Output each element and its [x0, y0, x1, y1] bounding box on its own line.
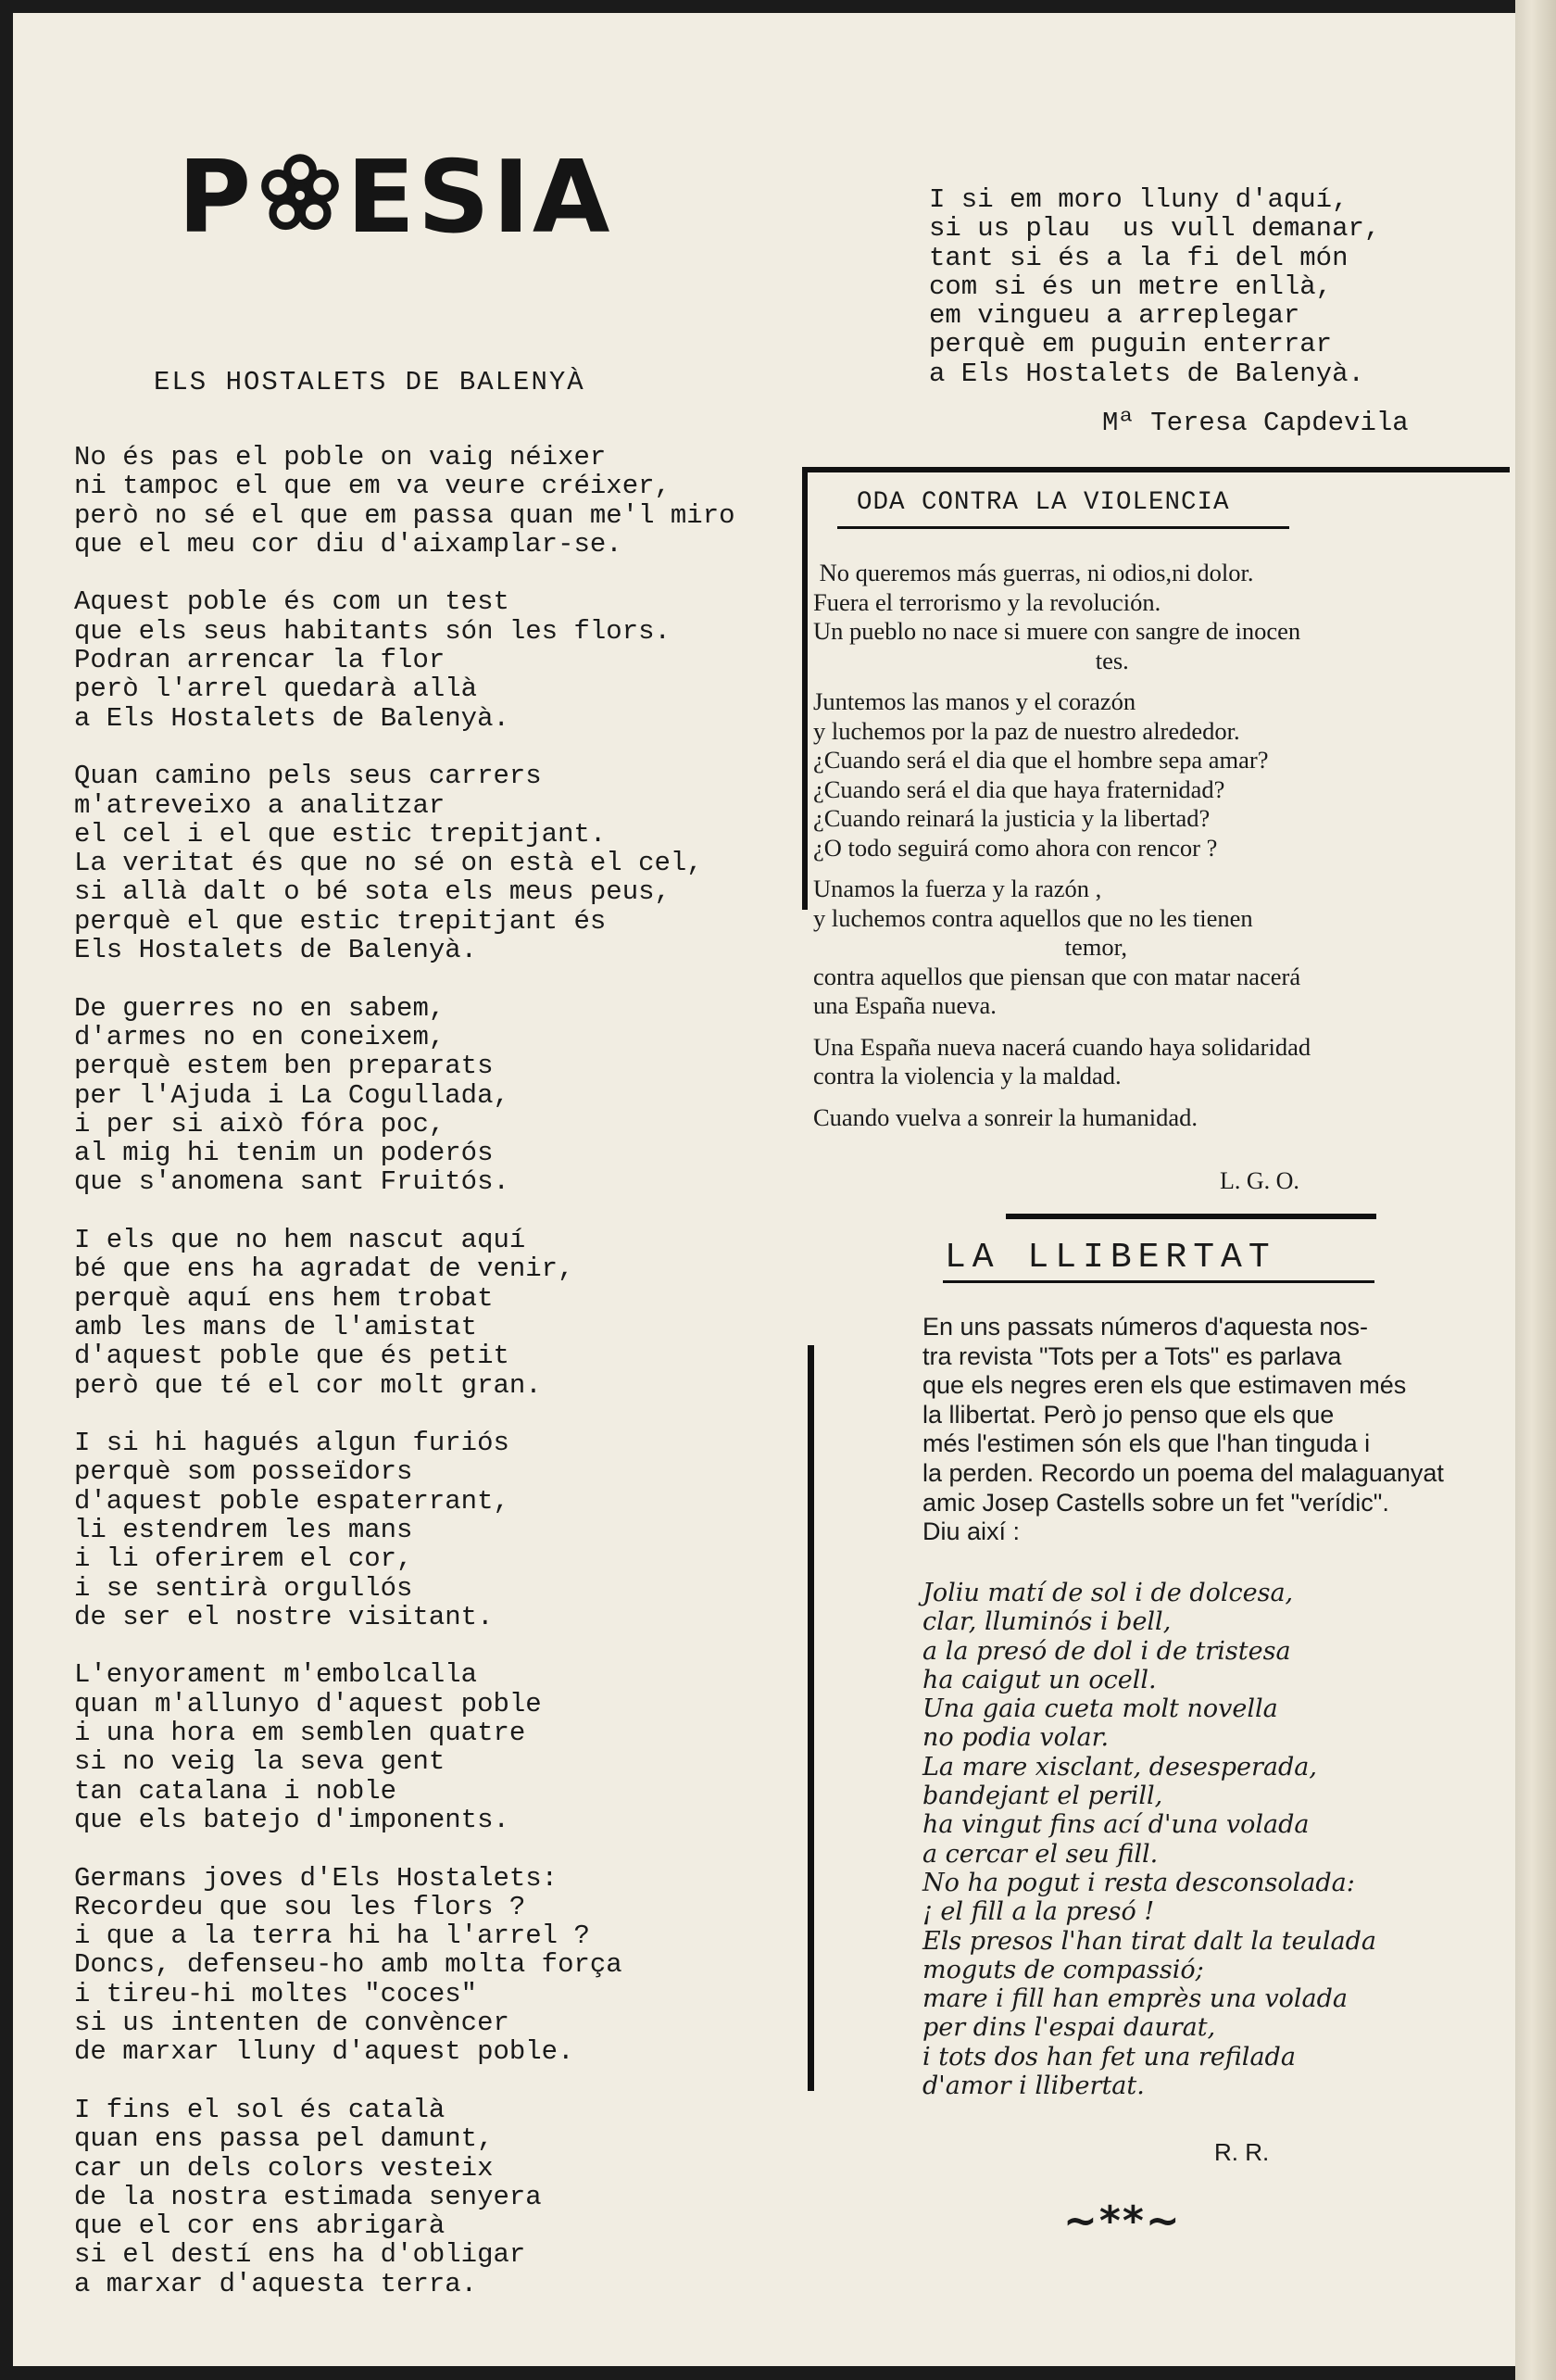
poem-line: i tireu-hi moltes "coces" — [74, 1978, 478, 2009]
poem-line: I si hi hagués algun furiós — [74, 1428, 509, 1459]
hostalets-poem-continuation — [929, 185, 1380, 388]
oda-line: No queremos más guerras, ni odios,ni dolor. — [813, 559, 1254, 586]
poem-line: d'aquest poble espaterrant, — [74, 1485, 509, 1517]
poem-line: ¡ el fill a la presó ! — [922, 1897, 1155, 1927]
intro-line: amic Josep Castells sobre un fet "verídic". — [922, 1488, 1389, 1517]
poem-line: a cercar el seu fill. — [922, 1839, 1159, 1869]
oda-stanza — [813, 1033, 1503, 1091]
poem-line: li estendrem les mans — [74, 1514, 413, 1545]
poem-line: però l'arrel quedarà allà — [74, 674, 478, 705]
poem-line: de ser el nostre visitant. — [74, 1601, 494, 1632]
poem-line: al mig hi tenim un poderós — [74, 1138, 494, 1169]
page-edge — [1515, 0, 1556, 2380]
poem-line: que s'anomena sant Fruitós. — [74, 1166, 509, 1198]
poem-line: si no veig la seva gent — [74, 1746, 445, 1778]
poem-line: car un dels colors vesteix — [74, 2152, 494, 2184]
poem-line: i per si això fóra poc, — [74, 1108, 445, 1140]
poem-line: Podran arrencar la flor — [74, 645, 445, 676]
poem-line: em vingueu a arreplegar — [929, 300, 1300, 332]
oda-line: Fuera el terrorismo y la revolución. — [813, 587, 1161, 616]
oda-line: ¿Cuando será el dia que el hombre sepa amar? — [813, 746, 1269, 774]
poem-line: bandejant el perill, — [922, 1782, 1163, 1811]
poem-line — [74, 1631, 735, 1660]
poem-line — [74, 1197, 735, 1226]
poem-line: Els presos l'han tirat dalt la teulada — [922, 1926, 1377, 1956]
oda-stanza — [813, 687, 1503, 863]
llibertat-left-rule — [808, 1345, 814, 2091]
oda-left-rule — [802, 467, 808, 910]
poem-line: però no sé el que em passa quan me'l miro — [74, 499, 735, 531]
poem-line: no podia volar. — [922, 1723, 1110, 1753]
oda-line: Cuando vuelva a sonreir la humanidad. — [813, 1102, 1198, 1131]
poem-line: si allà dalt o bé sota els meus peus, — [74, 876, 671, 908]
poem-line: moguts de compassió; — [922, 1955, 1204, 1984]
oda-line: tes. — [813, 646, 1129, 674]
poem-line: d'armes no en coneixem, — [74, 1021, 445, 1052]
poem-line: ha vingut fins ací d'una volada — [922, 1810, 1310, 1840]
poem-line: perquè em puguin enterrar — [929, 329, 1333, 360]
poem-line: tant si és a la fi del món — [929, 242, 1349, 273]
poem-line: De guerres no en sabem, — [74, 992, 445, 1024]
poem-line: Quan camino pels seus carrers — [74, 761, 542, 792]
poem-line: i que a la terra hi ha l'arrel ? — [74, 1920, 590, 1952]
poem-line: com si és un metre enllà, — [929, 271, 1333, 302]
poem-line: quan m'allunyo d'aquest poble — [74, 1688, 542, 1719]
hostalets-poem — [74, 443, 735, 2298]
poem-line: i se sentirà orgullós — [74, 1572, 413, 1604]
oda-line: Una España nueva nacerá cuando haya solidaridad — [813, 1032, 1311, 1061]
oda-line: contra la violencia y la maldad. — [813, 1062, 1122, 1089]
hostalets-author: Mª Teresa Capdevila — [1102, 408, 1409, 438]
poem-line — [74, 964, 735, 993]
poem-line: perquè aquí ens hem trobat — [74, 1282, 494, 1314]
poem-line: que els batejo d'imponents. — [74, 1804, 509, 1835]
llibertat-heading-underline — [943, 1280, 1374, 1283]
poem-line: a Els Hostalets de Balenyà. — [74, 702, 509, 734]
poem-line: que el meu cor diu d'aixamplar-se. — [74, 528, 622, 560]
intro-line: la perden. Recordo un poema del malaguanyat — [922, 1458, 1444, 1487]
oda-body — [813, 559, 1503, 1144]
poem-line: Els Hostalets de Balenyà. — [74, 935, 478, 966]
poem-line: perquè som posseïdors — [74, 1456, 413, 1488]
poem-line: a marxar d'aquesta terra. — [74, 2268, 478, 2299]
poem-line — [74, 1834, 735, 1863]
poem-line: Una gaia cueta molt novella — [922, 1694, 1278, 1724]
intro-line: Diu així : — [922, 1517, 1021, 1546]
poem-line — [74, 733, 735, 762]
poem-line: ha caigut un ocell. — [922, 1665, 1157, 1694]
poem-line: L'enyorament m'embolcalla — [74, 1659, 478, 1691]
poem-line: I si em moro lluny d'aquí, — [929, 184, 1349, 215]
oda-stanza — [813, 559, 1503, 675]
poem-line: a la presó de dol i de tristesa — [922, 1636, 1291, 1666]
poem-line: perquè el que estic trepitjant és — [74, 905, 607, 937]
poem-line: quan ens passa pel damunt, — [74, 2123, 494, 2155]
poem-line: mare i fill han emprès una volada — [922, 1984, 1348, 2014]
flower-icon — [257, 152, 343, 237]
poem-line: Germans joves d'Els Hostalets: — [74, 1862, 558, 1894]
poem-line: a Els Hostalets de Balenyà. — [929, 358, 1364, 389]
poem-line: el cel i el que estic trepitjant. — [74, 818, 607, 850]
poem-line: i li oferirem el cor, — [74, 1543, 413, 1575]
poem-line: que el cor ens abrigarà — [74, 2210, 445, 2242]
poem-line: Aquest poble és com un test — [74, 586, 509, 618]
poem-line: si us plau us vull demanar, — [929, 213, 1381, 245]
oda-top-rule — [802, 467, 1510, 472]
intro-line: la llibertat. Però jo penso que els que — [922, 1400, 1335, 1429]
hostalets-heading: ELS HOSTALETS DE BALENYÀ — [154, 367, 585, 397]
ornament-stars: ~**~ — [1063, 2197, 1182, 2245]
poem-line: si el destí ens ha d'obligar — [74, 2239, 526, 2271]
poem-line: si us intenten de convèncer — [74, 2008, 509, 2039]
oda-heading-underline — [837, 526, 1289, 529]
oda-line: una España nueva. — [813, 991, 997, 1019]
poem-line: bé que ens ha agradat de venir, — [74, 1253, 574, 1285]
oda-line: temor, — [813, 933, 1128, 961]
poem-line: m'atreveixo a analitzar — [74, 789, 445, 821]
intro-line: que els negres eren els que estimaven més — [922, 1371, 1407, 1400]
poem-line: amb les mans de l'amistat — [74, 1311, 478, 1342]
poem-line: i tots dos han fet una refilada — [922, 2042, 1296, 2071]
poem-line: No ha pogut i resta desconsolada: — [922, 1868, 1355, 1897]
poem-line: perquè estem ben preparats — [74, 1051, 494, 1082]
oda-stanza — [813, 875, 1503, 1021]
poem-line: per dins l'espai daurat, — [922, 2013, 1216, 2043]
oda-line: y luchemos contra aquellos que no les tienen — [813, 903, 1253, 932]
poem-line: clar, lluminós i bell, — [922, 1607, 1172, 1637]
poem-line: de la nostra estimada senyera — [74, 2181, 542, 2212]
oda-heading: ODA CONTRA LA VIOLENCIA — [857, 488, 1230, 517]
poem-line: que els seus habitants són les flors. — [74, 615, 671, 647]
llibertat-poem — [922, 1579, 1376, 2100]
poem-line: ni tampoc el que em va veure créixer, — [74, 471, 671, 502]
llibertat-top-rule — [1006, 1214, 1376, 1219]
poem-line: La mare xisclant, desesperada, — [922, 1752, 1317, 1782]
poem-line: Joliu matí de sol i de dolcesa, — [922, 1579, 1294, 1607]
poem-line: Recordeu que sou les flors ? — [74, 1891, 526, 1922]
poem-line: d'aquest poble que és petit — [74, 1341, 509, 1372]
poem-line: La veritat és que no sé on està el cel, — [74, 848, 703, 879]
llibertat-intro — [922, 1313, 1515, 1547]
poem-line: No és pas el poble on vaig néixer — [74, 442, 607, 472]
poem-line: Doncs, defenseu-ho amb molta força — [74, 1949, 622, 1981]
intro-line: tra revista "Tots per a Tots" es parlava — [922, 1341, 1342, 1370]
poem-line — [74, 2067, 735, 2096]
poem-line — [74, 559, 735, 587]
oda-author: L. G. O. — [1220, 1167, 1299, 1194]
poem-line — [74, 1400, 735, 1429]
poem-line: I els que no hem nascut aquí — [74, 1225, 526, 1256]
intro-line: més l'estimen són els que l'han tinguda i — [922, 1429, 1371, 1458]
poem-line: tan catalana i noble — [74, 1775, 397, 1807]
poem-line: I fins el sol és català — [74, 2094, 445, 2125]
oda-stanza — [813, 1103, 1503, 1133]
poem-line: per l'Ajuda i La Cogullada, — [74, 1079, 509, 1111]
oda-line: contra aquellos que piensan que con matar nacerá — [813, 962, 1301, 990]
llibertat-heading: LA LLIBERTAT — [945, 1238, 1276, 1278]
poem-line: d'amor i llibertat. — [922, 2071, 1145, 2101]
masthead: P ESIA — [178, 140, 613, 256]
oda-line: ¿Cuando reinará la justicia y la libertad? — [813, 804, 1211, 832]
oda-line: Un pueblo no nace si muere con sangre de inocen — [813, 617, 1301, 645]
oda-line: Juntemos las manos y el corazón — [813, 687, 1136, 715]
poem-line: i una hora em semblen quatre — [74, 1718, 526, 1749]
poem-line: de marxar lluny d'aquest poble. — [74, 2036, 574, 2068]
poem-line: però que té el cor molt gran. — [74, 1369, 542, 1401]
llibertat-author: R. R. — [1214, 2138, 1270, 2166]
oda-line: ¿O todo seguirá como ahora con rencor ? — [813, 833, 1218, 862]
oda-line: Unamos la fuerza y la razón , — [813, 875, 1102, 902]
intro-line: En uns passats números d'aquesta nos- — [922, 1313, 1368, 1341]
oda-line: ¿Cuando será el dia que haya fraternidad? — [813, 774, 1225, 803]
oda-line: y luchemos por la paz de nuestro alrededor. — [813, 716, 1240, 745]
